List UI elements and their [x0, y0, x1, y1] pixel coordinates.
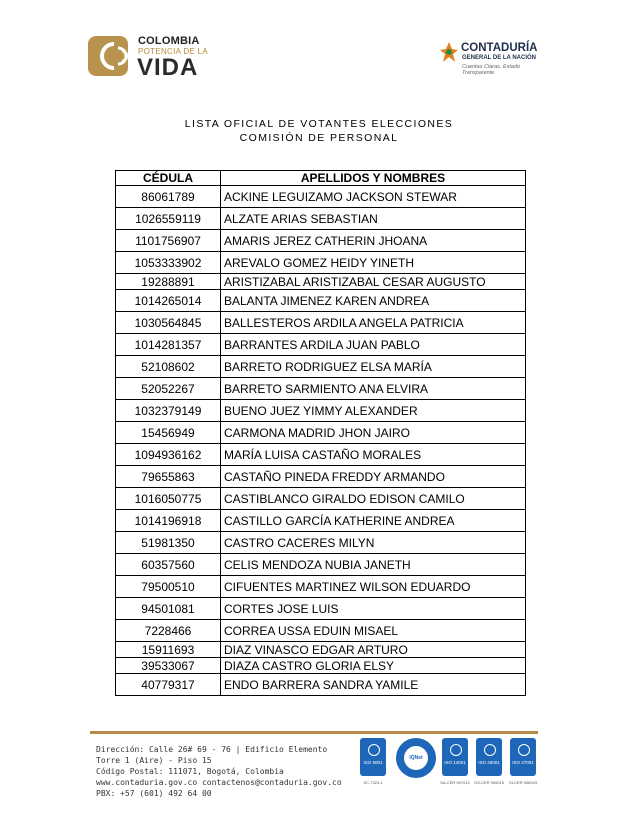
nombre-cell: CASTILLO GARCÍA KATHERINE ANDREA [221, 510, 526, 532]
nombre-cell: BALANTA JIMENEZ KAREN ANDREA [221, 290, 526, 312]
table-row [116, 400, 526, 422]
table-row [116, 576, 526, 598]
nombre-cell: ALZATE ARIAS SEBASTIAN [221, 208, 526, 230]
nombre-cell: CORTES JOSE LUIS [221, 598, 526, 620]
cert-label: ISO 9001 [363, 760, 383, 765]
table-row [116, 444, 526, 466]
table-header-row [116, 171, 526, 186]
icontec-iso27001-badge [508, 738, 538, 785]
nombre-cell: CASTRO CACERES MILYN [221, 532, 526, 554]
table-row [116, 642, 526, 658]
cedula-cell: 1014281357 [116, 334, 221, 356]
table-row [116, 532, 526, 554]
table-row [116, 356, 526, 378]
cedula-cell: 51981350 [116, 532, 221, 554]
colombia-logo-mark-icon [88, 34, 132, 78]
iqnet-label: IQNet [409, 755, 423, 761]
nombre-cell: CASTIBLANCO GIRALDO EDISON CAMILO [221, 488, 526, 510]
nombre-cell: CORREA USSA EDUIN MISAEL [221, 620, 526, 642]
nombre-cell: BALLESTEROS ARDILA ANGELA PATRICIA [221, 312, 526, 334]
cert-code: SI-CER 906043 [508, 780, 537, 785]
logo-word-potencia: POTENCIA DE LA [138, 47, 208, 56]
table-row [116, 186, 526, 208]
cedula-cell: 52108602 [116, 356, 221, 378]
cedula-cell: 60357560 [116, 554, 221, 576]
cert-code: SA-CER 907012 [440, 780, 470, 785]
contact-line: www.contaduria.gov.co contactenos@contaduria.gov.co [96, 778, 342, 787]
cedula-cell: 79500510 [116, 576, 221, 598]
nombre-cell: AMARIS JEREZ CATHERIN JHOANA [221, 230, 526, 252]
cedula-cell: 40779317 [116, 674, 221, 696]
nombre-cell: BARRANTES ARDILA JUAN PABLO [221, 334, 526, 356]
nombre-cell: CIFUENTES MARTINEZ WILSON EDUARDO [221, 576, 526, 598]
table-row [116, 290, 526, 312]
footer-address [96, 744, 342, 799]
cedula-cell: 39533067 [116, 658, 221, 674]
table-row [116, 208, 526, 230]
document-subtitle: COMISIÓN DE PERSONAL [239, 132, 399, 144]
cedula-cell: 1030564845 [116, 312, 221, 334]
cert-label: ISO 27001 [512, 760, 534, 765]
cedula-cell: 1016050775 [116, 488, 221, 510]
nombre-cell: AREVALO GOMEZ HEIDY YINETH [221, 252, 526, 274]
nombre-cell: BARRETO RODRIGUEZ ELSA MARÍA [221, 356, 526, 378]
table-row [116, 658, 526, 674]
icontec-iso45001-badge [473, 738, 504, 785]
cedula-cell: 1026559119 [116, 208, 221, 230]
cert-code: SC-7323-1 [363, 780, 383, 785]
logo-word-colombia: COLOMBIA [138, 35, 200, 47]
document-title: LISTA OFICIAL DE VOTANTES ELECCIONES [184, 118, 454, 130]
nombre-cell: DIAZA CASTRO GLORIA ELSY [221, 658, 526, 674]
cedula-cell: 52052267 [116, 378, 221, 400]
nombre-cell: ACKINE LEGUIZAMO JACKSON STEWAR [221, 186, 526, 208]
contaduria-logo [440, 40, 550, 74]
table-row [116, 674, 526, 696]
cedula-cell: 1053333902 [116, 252, 221, 274]
voters-table-body [116, 186, 526, 696]
cedula-cell: 1014196918 [116, 510, 221, 532]
nombre-cell: DIAZ VINASCO EDGAR ARTURO [221, 642, 526, 658]
table-row [116, 274, 526, 290]
table-row [116, 230, 526, 252]
logo-word-vida: VIDA [137, 54, 199, 81]
table-row [116, 252, 526, 274]
voters-table [115, 170, 526, 696]
colombia-potencia-logo [88, 34, 218, 81]
address-line: Dirección: Calle 26# 69 - 76 | Edificio Elemento [96, 745, 328, 754]
icontec-iso9001-badge [360, 738, 388, 785]
table-row [116, 312, 526, 334]
cedula-cell: 19288891 [116, 274, 221, 290]
cedula-cell: 1094936162 [116, 444, 221, 466]
iqnet-seal-icon [396, 738, 436, 778]
nombre-cell: CASTAÑO PINEDA FREDDY ARMANDO [221, 466, 526, 488]
cedula-cell: 1101756907 [116, 230, 221, 252]
cedula-cell: 15456949 [116, 422, 221, 444]
table-row [116, 598, 526, 620]
cedula-cell: 7228466 [116, 620, 221, 642]
cedula-cell: 1032379149 [116, 400, 221, 422]
contaduria-subtitle: GENERAL DE LA NACIÓN [462, 55, 537, 61]
nombre-cell: CARMONA MADRID JHON JAIRO [221, 422, 526, 444]
nombre-cell: CELIS MENDOZA NUBIA JANETH [221, 554, 526, 576]
nombre-cell: BARRETO SARMIENTO ANA ELVIRA [221, 378, 526, 400]
icontec-iso14001-badge [440, 738, 470, 785]
address-line: Código Postal: 111071, Bogotá, Colombia [96, 767, 284, 776]
table-row [116, 554, 526, 576]
cedula-cell: 15911693 [116, 642, 221, 658]
phone-line: PBX: +57 (601) 492 64 00 [96, 789, 212, 798]
table-row [116, 466, 526, 488]
certification-badges [360, 738, 540, 798]
table-row [116, 378, 526, 400]
cert-code: OS-CER 906015 [473, 780, 504, 785]
address-line: Torre 1 (Aire) - Piso 15 [96, 756, 212, 765]
cedula-cell: 86061789 [116, 186, 221, 208]
table-row [116, 422, 526, 444]
cert-label: ISO 45001 [478, 760, 500, 765]
contaduria-name: CONTADURÍA [461, 42, 538, 54]
cert-label: ISO 14001 [444, 760, 466, 765]
header-cedula: CÉDULA [116, 171, 221, 186]
nombre-cell: ARISTIZABAL ARISTIZABAL CESAR AUGUSTO [221, 274, 526, 290]
cedula-cell: 79655863 [116, 466, 221, 488]
table-row [116, 488, 526, 510]
cedula-cell: 1014265014 [116, 290, 221, 312]
nombre-cell: ENDO BARRERA SANDRA YAMILE [221, 674, 526, 696]
header-nombres: APELLIDOS Y NOMBRES [221, 171, 526, 186]
nombre-cell: MARÍA LUISA CASTAÑO MORALES [221, 444, 526, 466]
footer-divider [90, 731, 538, 734]
cedula-cell: 94501081 [116, 598, 221, 620]
nombre-cell: BUENO JUEZ YIMMY ALEXANDER [221, 400, 526, 422]
table-row [116, 510, 526, 532]
contaduria-slogan: Cuentas Claras, Estado Transparente [462, 64, 521, 76]
table-row [116, 620, 526, 642]
table-row [116, 334, 526, 356]
contaduria-star-icon [440, 42, 458, 62]
